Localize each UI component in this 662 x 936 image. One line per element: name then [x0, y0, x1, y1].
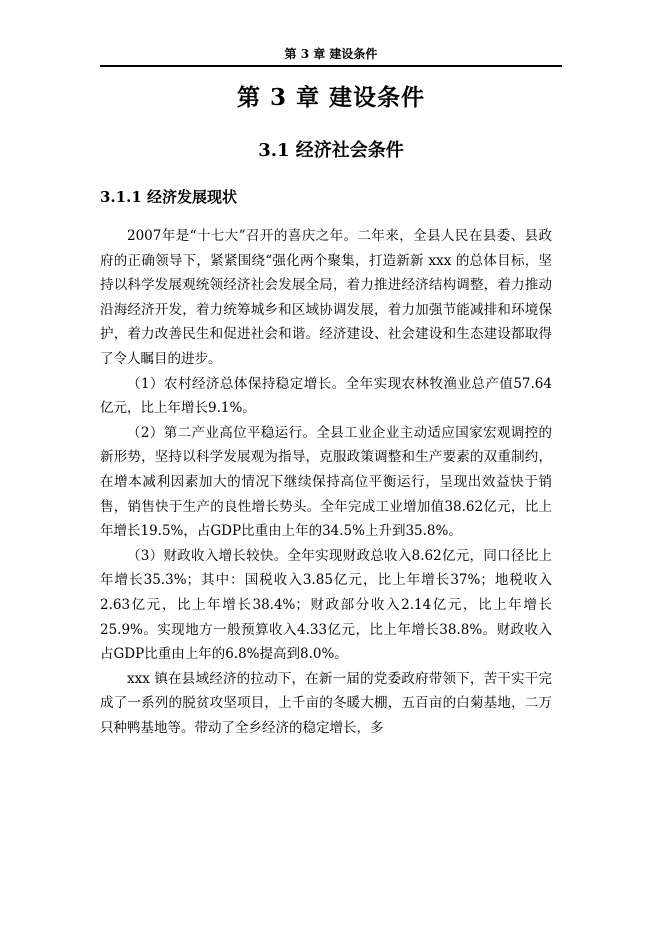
header-rule — [100, 65, 562, 67]
paragraph-intro: 2007年是“十七大”召开的喜庆之年。二年来，全县人民在县委、县政府的正确领导下，紧紧围绕“强化两个聚集，打造新新 xxx 的总体目标，坚持以科学发展观统领经济社会发展全局，着力推进经济结构调整，着力推动沿海经济开发，着力统筹城乡和区域协调发展，着力加强节能减排和环境保护，着力改善民生和促进社会和谐。经济建设、社会建设和生态建设都取得了令人瞩目的进步。 — [100, 228, 552, 367]
subsection-title: 3.1.1 经济发展现状 — [100, 188, 237, 206]
chapter-title: 第 3 章 建设条件 — [236, 84, 426, 111]
paragraph-agriculture: （1）农村经济总体保持稳定增长。全年实现农林牧渔业总产值57.64亿元，比上年增长9.1%。 — [100, 375, 552, 417]
section-title: 3.1 经济社会条件 — [258, 140, 404, 161]
running-header: 第 3 章 建设条件 — [284, 47, 378, 61]
body-text — [100, 224, 552, 740]
paragraph-industry: （2）第二产业高位平稳运行。全县工业企业主动适应国家宏观调控的新形势，坚持以科学发展观为指导，克服政策调整和生产要素的双重制约，在增本减利因素加大的情况下继续保持高位平衡运行，呈现出效益快于销售，销售快于生产的良性增长势头。全年完成工业增加值38.62亿元，比上年增长19.5%，占GDP比重由上年的34.5%上升到35.8%。 — [100, 424, 552, 540]
paragraph-finance: （3）财政收入增长较快。全年实现财政总收入8.62亿元，同口径比上年增长35.3%；其中：国税收入3.85亿元，比上年增长37%；地税收入2.63亿元，比上年增长38.4%；财政部分收入2.14亿元，比上年增长25.9%。实现地方一般预算收入4.33亿元，比上年增长38.8%。财政收入占GDP比重由上年的6.8%提高到8.0%。 — [100, 547, 552, 663]
paragraph-town: xxx 镇在县域经济的拉动下，在新一届的党委政府带领下，苦干实干完成了一系列的脱贫攻坚项目，上千亩的冬暖大棚，五百亩的白菊基地，二万只种鸭基地等。带动了全乡经济的稳定增长，多 — [100, 670, 552, 736]
